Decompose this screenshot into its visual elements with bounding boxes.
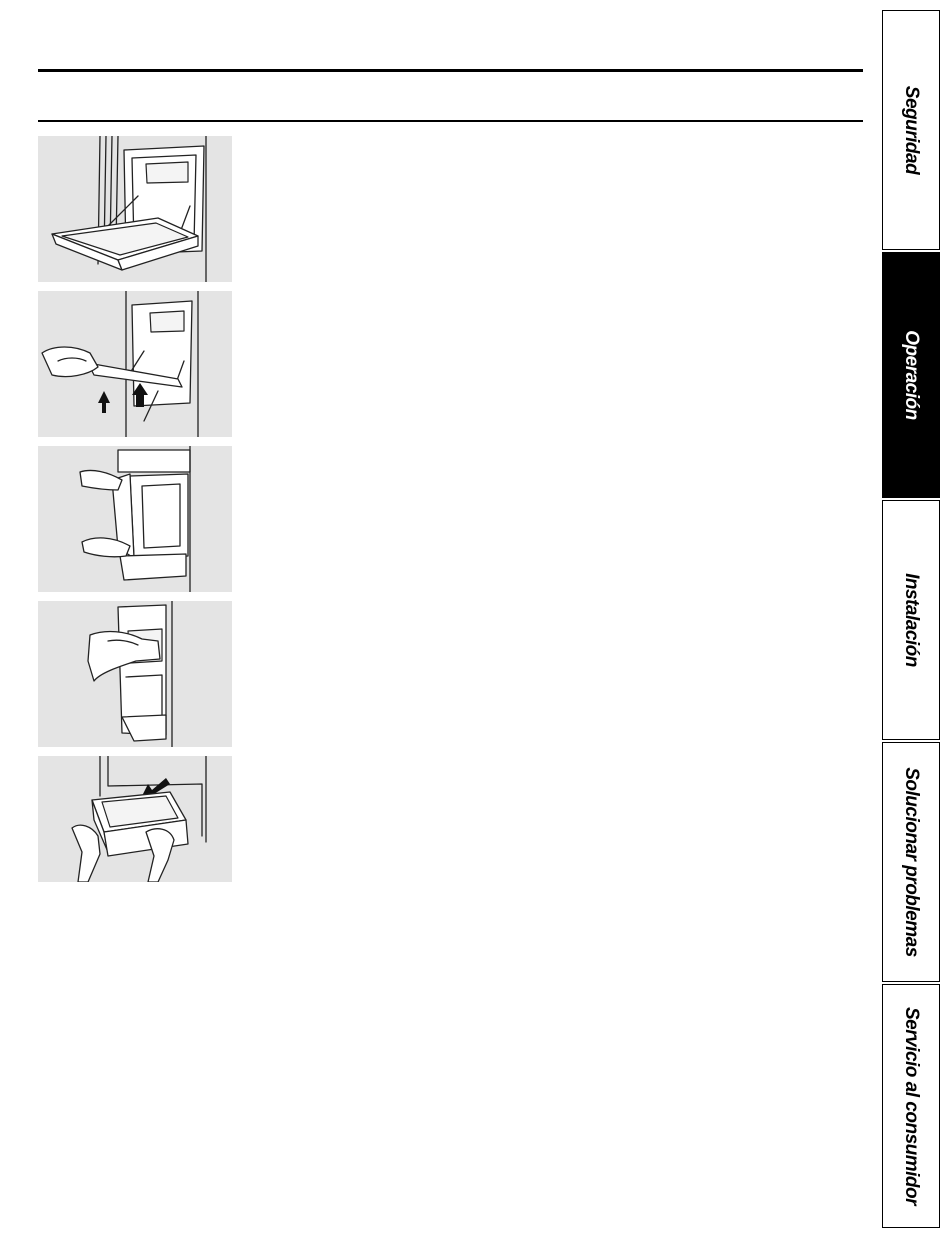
remove-bin-icon [38,446,232,592]
tab-label: Servicio al consumidor [901,1006,922,1206]
tab-instalacion[interactable] [882,500,940,740]
door-open-icon [38,136,232,282]
illustration-push-bin [38,601,232,747]
header-bottom-rule [38,120,863,122]
push-bin-icon [38,601,232,747]
illustration-lift-drawer [38,291,232,437]
lift-drawer-icon [38,291,232,437]
tab-label: Instalación [901,573,922,667]
tab-label: Seguridad [901,85,922,175]
illustration-pull-bin [38,756,232,882]
tab-label: Solucionar problemas [901,767,922,957]
tab-solucionar-problemas[interactable] [882,742,940,982]
tab-seguridad[interactable] [882,10,940,250]
top-rule [38,69,863,72]
tab-servicio-al-consumidor[interactable] [882,984,940,1228]
pull-bin-icon [38,756,232,882]
tab-operacion[interactable] [882,252,940,498]
tab-label: Operación [901,330,922,420]
illustration-remove-bin [38,446,232,592]
illustration-door-open [38,136,232,282]
